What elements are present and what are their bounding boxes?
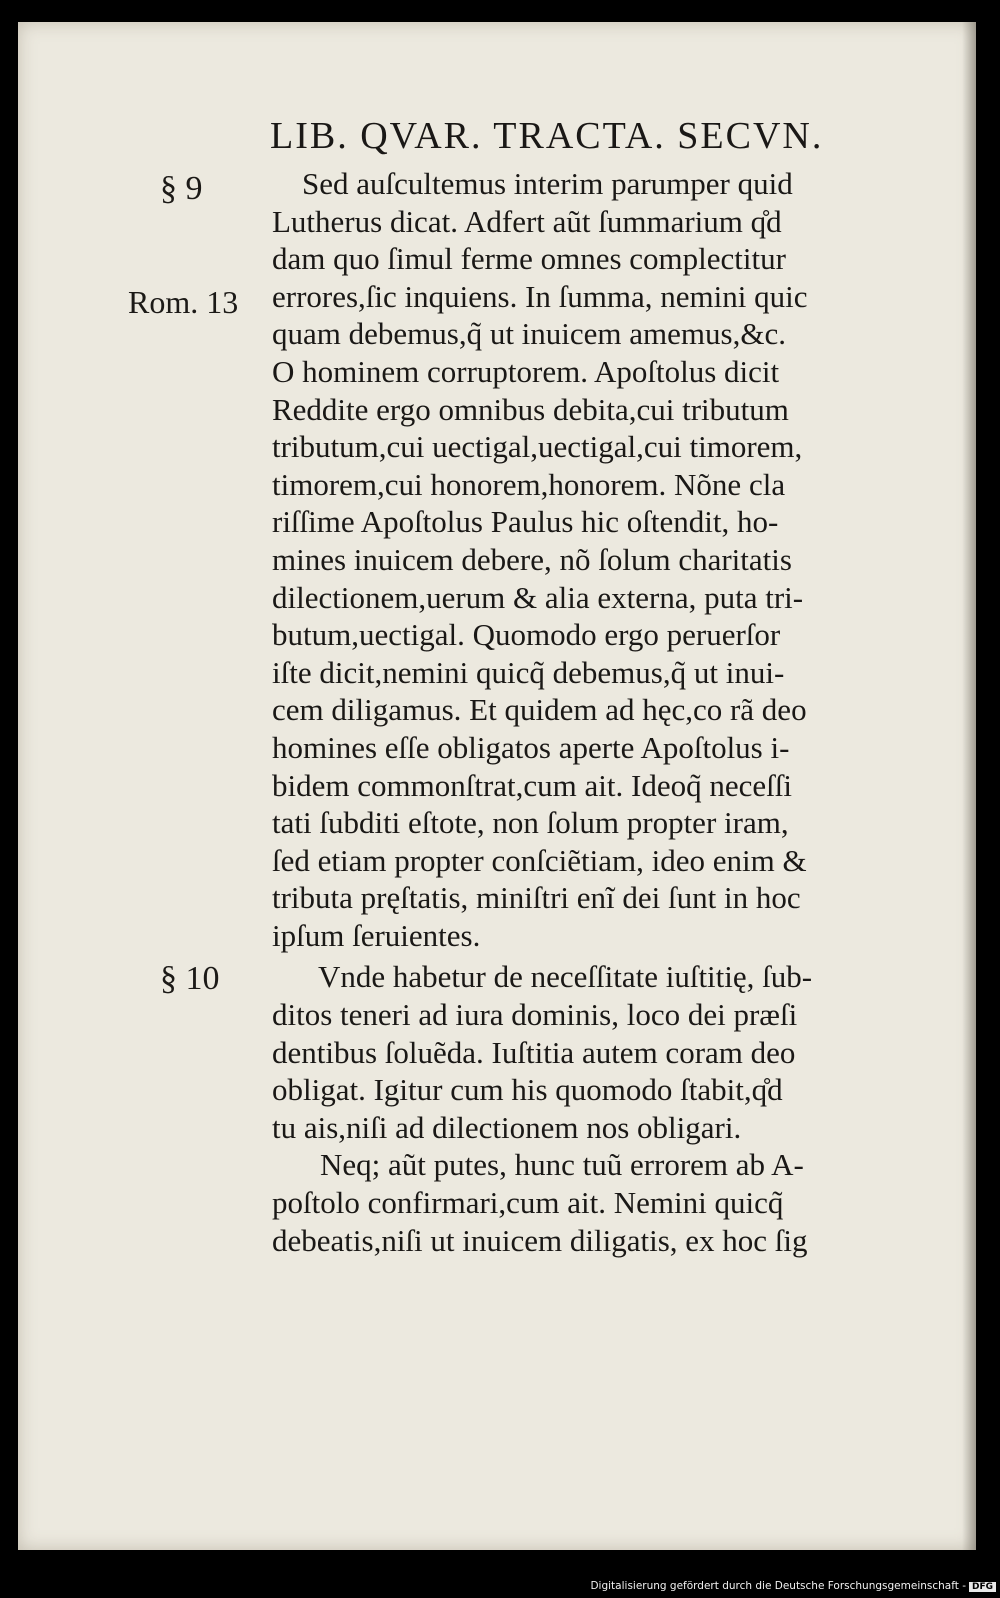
text-line: Lutherus dicat. Adfert aũt ſummarium q̊d [272, 203, 782, 239]
text-line: iſte dicit,nemini quicq̃ debemus,q̃ ut inui- [272, 654, 785, 690]
text-line: ditos teneri ad iura dominis, loco dei præſi [272, 997, 798, 1033]
text-line: tati ſubditi eſtote, non ſolum propter iram, [272, 805, 789, 841]
text-line: tu ais,niſi ad dilectionem nos obligari. [272, 1109, 742, 1145]
running-head: LIB. QVAR. TRACTA. SECVN. [270, 115, 824, 157]
text-line: mines inuicem debere, nõ ſolum charitatis [272, 541, 792, 577]
digitization-credit [0, 1580, 996, 1592]
text-line: dentibus ſoluẽda. Iuſtitia autem coram deo [272, 1034, 796, 1070]
text-line: poſtolo confirmari,cum ait. Nemini quicq̃ [272, 1185, 784, 1221]
text-line: bidem commonſtrat,cum ait. Ideoq̃ neceſſi [272, 767, 792, 803]
text-line: dilectionem,uerum & alia externa, puta tri- [272, 579, 804, 615]
book-page [18, 22, 976, 1550]
body-text [272, 165, 922, 1259]
text-line: quam debemus,q̃ ut inuicem amemus,&c. [272, 316, 786, 352]
text-line: dam quo ſimul ferme omnes complectitur [272, 241, 786, 277]
text-line: timorem,cui honorem,honorem. Nõne cla [272, 466, 786, 502]
credit-text: Digitalisierung gefördert durch die Deutsche Forschungsgemeinschaft - [590, 1580, 966, 1592]
dfg-logo: DFG [969, 1582, 996, 1592]
text-line: Vnde habetur de neceſſitate iuſtitię, ſub- [318, 959, 813, 995]
text-line: riſſime Apoſtolus Paulus hic oſtendit, ho- [272, 504, 779, 540]
text-line: Neq; aũt putes, hunc tuũ errorem ab A- [320, 1147, 804, 1183]
text-line: debeatis,niſi ut inuicem diligatis, ex hoc ſig [272, 1222, 808, 1258]
text-line: errores,ſic inquiens. In ſumma, nemini quic [272, 278, 808, 314]
text-line: tributa pręſtatis, miniſtri enĩ dei ſunt in hoc [272, 880, 801, 916]
text-line: butum,uectigal. Quomodo ergo peruerſor [272, 617, 781, 653]
margin-note-rom: Rom. 13 [128, 284, 239, 320]
text-line: homines eſſe obligatos aperte Apoſtolus i- [272, 729, 790, 765]
text-line: Reddite ergo omnibus debita,cui tributum [272, 391, 789, 427]
text-line: tributum,cui uectigal,uectigal,cui timorem, [272, 429, 803, 465]
text-line: obligat. Igitur cum his quomodo ſtabit,q̊d [272, 1072, 783, 1108]
text-line: ipſum ſeruientes. [272, 917, 481, 953]
text-line: O hominem corruptorem. Apoſtolus dicit [272, 353, 780, 389]
text-line: Sed auſcultemus interim parumper quid [302, 166, 793, 201]
text-line: ſed etiam propter conſciẽtiam, ideo enim & [272, 842, 807, 878]
margin-note-section-9: § 9 [160, 170, 203, 207]
page-gutter-shadow [962, 22, 976, 1550]
text-line: cem diligamus. Et quidem ad hęc,co rã deo [272, 692, 807, 728]
margin-note-section-10: § 10 [160, 960, 220, 997]
